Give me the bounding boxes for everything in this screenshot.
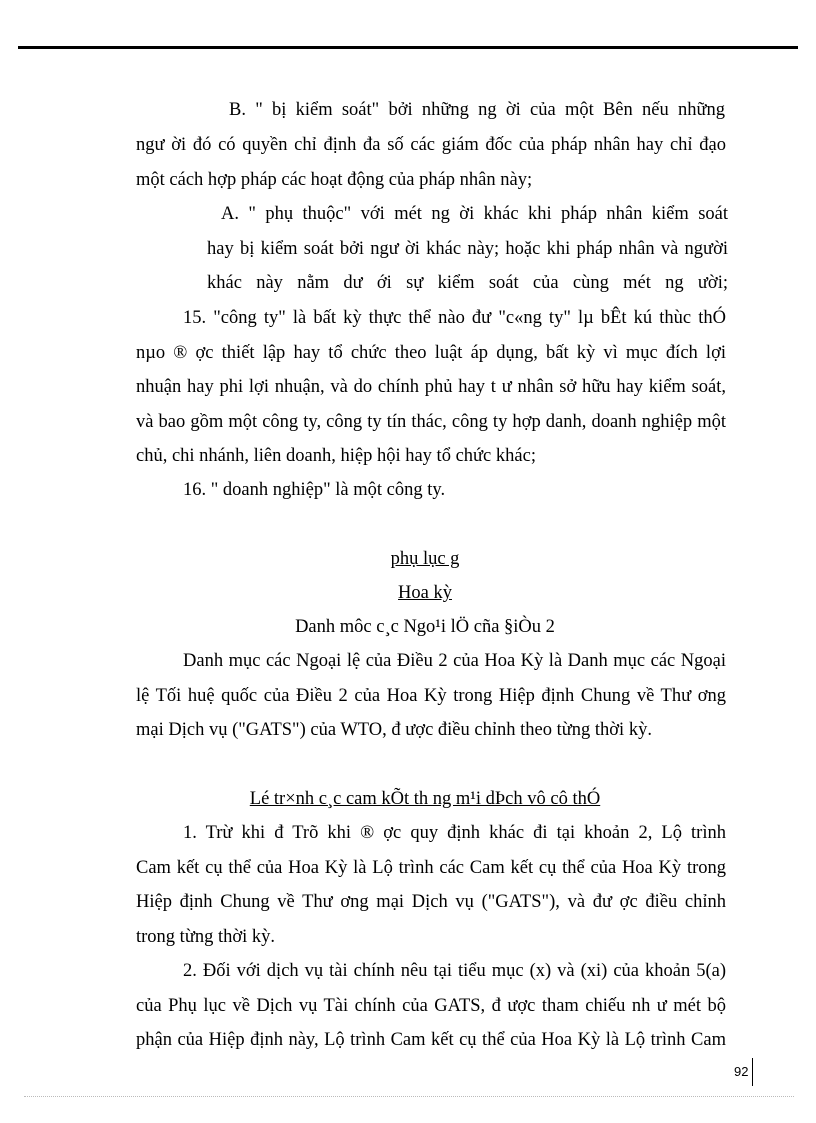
text-line: mại Dịch vụ ("GATS") của WTO, đ ược điều chỉnh theo từng thời kỳ.	[136, 720, 652, 740]
text-line: khác này nằm dư ới sự kiểm soát của cùng mét ng ười;	[207, 273, 728, 293]
text-line: 2. Đối với dịch vụ tài chính nêu tại tiểu mục (x) và (xi) của khoản 5(a)	[183, 961, 726, 981]
schedule-heading: Lé tr×nh c¸c cam kÕt th ng m¹i dÞch vô cô thÓ	[249, 789, 601, 809]
text-line: nµo ® ợc thiết lập hay tổ chức theo luật áp dụng, bất kỳ vì mục đích lợi	[136, 343, 726, 363]
text-line: phận của Hiệp định này, Lộ trình Cam kết cụ thể của Hoa Kỳ là Lộ trình Cam	[136, 1030, 726, 1050]
text-line: lệ Tối huệ quốc của Điều 2 của Hoa Kỳ trong Hiệp định Chung về Thư ơng	[136, 686, 726, 706]
text-line: chủ, chi nhánh, liên doanh, hiệp hội hay tổ chức khác;	[136, 446, 536, 466]
section-heading: Danh môc c¸c Ngo¹i lÖ cña §iÒu 2	[295, 617, 555, 637]
text-line: Hiệp định Chung về Thư ơng mại Dịch vụ ("GATS"), và đư ợc điều chỉnh	[136, 892, 726, 912]
text-line: và bao gồm một công ty, công ty tín thác, công ty hợp danh, doanh nghiệp một	[136, 412, 726, 432]
text-line: trong từng thời kỳ.	[136, 927, 276, 947]
text-line: ngư ời đó có quyền chỉ định đa số các giám đốc của pháp nhân hay chỉ đạo	[136, 135, 726, 155]
text-line: A. " phụ thuộc" với mét ng ời khác khi pháp nhân kiểm soát	[221, 204, 728, 224]
text-line: nhuận hay phi lợi nhuận, và do chính phủ hay t ư nhân sở hữu hay kiểm soát,	[136, 377, 726, 397]
text-line: hay bị kiểm soát bởi ngư ời khác này; hoặc khi pháp nhân và người	[207, 239, 728, 259]
text-line: Cam kết cụ thể của Hoa Kỳ là Lộ trình các Cam kết cụ thể của Hoa Kỳ trong	[136, 858, 726, 878]
footer-rule	[24, 1096, 794, 1097]
text-line: 16. " doanh nghiệp" là một công ty.	[183, 480, 446, 500]
country-heading: Hoa kỳ	[398, 583, 452, 603]
header-rule	[18, 46, 798, 49]
text-line: một cách hợp pháp các hoạt động của pháp nhân này;	[136, 170, 533, 190]
text-line: 1. Trừ khi đ Trõ khi ® ợc quy định khác đi tại khoản 2, Lộ trình	[183, 823, 726, 843]
text-line: 15. "công ty" là bất kỳ thực thể nào đư "c«ng ty" lµ bÊt kú thùc thÓ	[183, 308, 726, 328]
text-line: B. " bị kiểm soát" bởi những ng ời của một Bên nếu những	[229, 100, 725, 120]
appendix-heading: phụ lục g	[390, 549, 460, 569]
page-number-rule	[752, 1058, 753, 1086]
text-line: Danh mục các Ngoại lệ của Điều 2 của Hoa Kỳ là Danh mục các Ngoại	[183, 651, 726, 671]
page-number: 92	[734, 1064, 749, 1079]
text-line: của Phụ lục về Dịch vụ Tài chính của GATS, đ ược tham chiếu nh ư mét bộ	[136, 996, 726, 1016]
